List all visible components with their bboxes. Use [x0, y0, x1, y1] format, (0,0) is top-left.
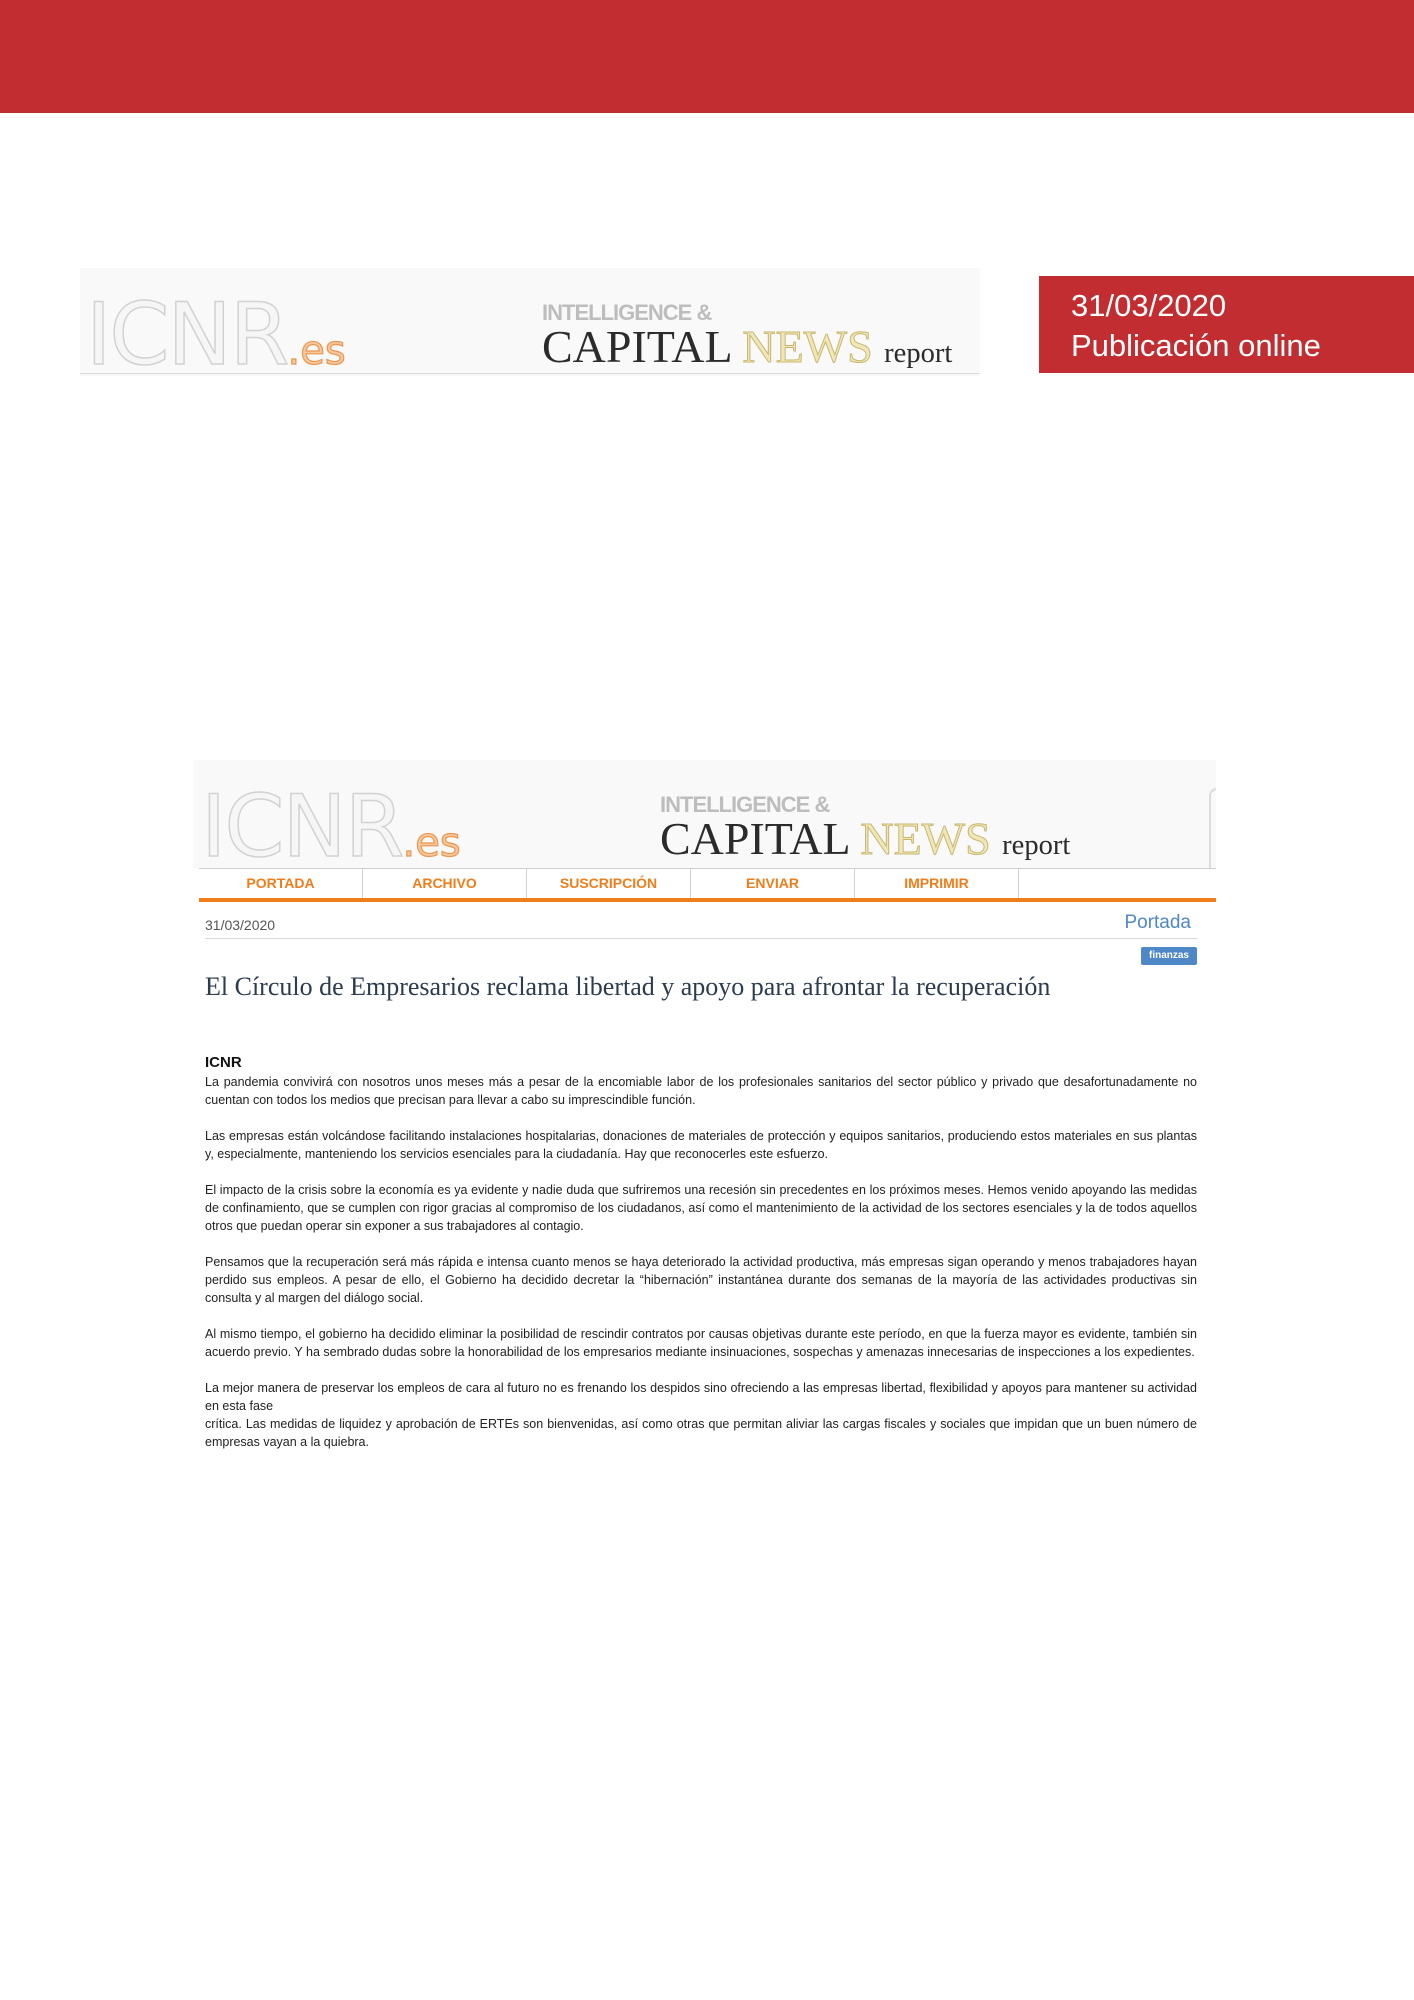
icnr-wordmark: ICNR.es: [86, 285, 346, 376]
paragraph: Pensamos que la recuperación será más rápida e intensa cuanto menos se haya deteriorado la actividad productiva, más empresas sigan operando y menos trabajadores hayan perdido sus empleos. A pesar de ello, el Gobierno ha decidido decretar la “hibernación” instantánea durante dos semanas de la mayoría de las actividades productivas sin consulta y al margen del diálogo social.: [205, 1255, 1197, 1305]
paragraph: El impacto de la crisis sobre la economía es ya evidente y nadie duda que sufriremos una recesión sin precedentes en los próximos meses. Hemos venido apoyando las medidas de confinamiento, que se cumplen con rigor gracias al compromiso de los ciudadanos, así como el mantenimiento de la actividad de los sectores esenciales y la de todos aquellos otros que puedan operar sin exponer a sus trabajadores al contagio.: [205, 1183, 1197, 1233]
intelligence-label: INTELLIGENCE &: [542, 300, 712, 325]
paragraph: Las empresas están volcándose facilitando instalaciones hospitalarias, donaciones de materiales de protección y equipos sanitarios, produciendo estos materiales en sus plantas y, especialmente, manteniendo los servicios esenciales para la ciudadanía. Hay que reconocerles este esfuerzo.: [205, 1129, 1197, 1161]
intelligence-label: INTELLIGENCE &: [660, 792, 830, 817]
nav-portada[interactable]: PORTADA: [199, 869, 363, 898]
nav-archivo[interactable]: ARCHIVO: [363, 869, 527, 898]
article-meta: [205, 912, 1197, 939]
clipping-masthead-logo: [193, 760, 1216, 868]
masthead-divider: [80, 373, 980, 376]
article-byline: ICNR: [205, 1054, 242, 1071]
paragraph: Al mismo tiempo, el gobierno ha decidido eliminar la posibilidad de rescindir contratos por causas objetivas durante este período, en que la fuerza mayor es evidente, también sin acuerdo previo. Y ha sembrado dudas sobre la honorabilidad de los empresarios mediante insinuaciones, sospechas y amenazas innecesarias de inspecciones a los expedientes.: [205, 1327, 1197, 1359]
article-title: El Círculo de Empresarios reclama libertad y apoyo para afrontar la recuperación: [205, 972, 1051, 1001]
masthead-edge: [1209, 788, 1216, 868]
paragraph: La pandemia convivirá con nosotros unos meses más a pesar de la encomiable labor de los profesionales sanitarios del sector público y privado que desafortunadamente no cuentan con todos los medios que precisan para llevar a cabo su imprescindible función.: [205, 1075, 1197, 1107]
nav-suscripcion[interactable]: SUSCRIPCIÓN: [527, 869, 691, 898]
nav-bar: [199, 868, 1216, 902]
header-bar: [0, 0, 1414, 113]
paragraph: crítica. Las medidas de liquidez y aprobación de ERTEs son bienvenidas, así como otras que permitan aliviar las cargas fiscales y sociales que impidan que un buen número de empresas vayan a la quiebra.: [205, 1417, 1197, 1449]
article-date: 31/03/2020: [205, 917, 276, 933]
masthead-logo: [80, 268, 980, 376]
section-link[interactable]: Portada: [1124, 912, 1191, 933]
paragraph: La mejor manera de preservar los empleos de cara al futuro no es frenando los despidos sino ofreciendo a las empresas libertad, flexibilidad y apoyos para mantener su actividad en esta fase: [205, 1381, 1197, 1413]
article-clipping: [193, 760, 1216, 1465]
publication-badge: [1039, 276, 1414, 373]
capital-news-wordmark: CAPITAL NEWS report: [660, 813, 1071, 864]
publication-date: 31/03/2020: [1071, 288, 1227, 323]
publication-type: Publicación online: [1071, 328, 1321, 363]
nav-enviar[interactable]: ENVIAR: [691, 869, 855, 898]
category-tag[interactable]: finanzas: [1141, 947, 1197, 965]
article-body: [205, 1073, 1197, 1469]
nav-imprimir[interactable]: IMPRIMIR: [855, 869, 1019, 898]
capital-news-wordmark: CAPITAL NEWS report: [542, 321, 953, 372]
icnr-wordmark: ICNR.es: [201, 777, 461, 868]
